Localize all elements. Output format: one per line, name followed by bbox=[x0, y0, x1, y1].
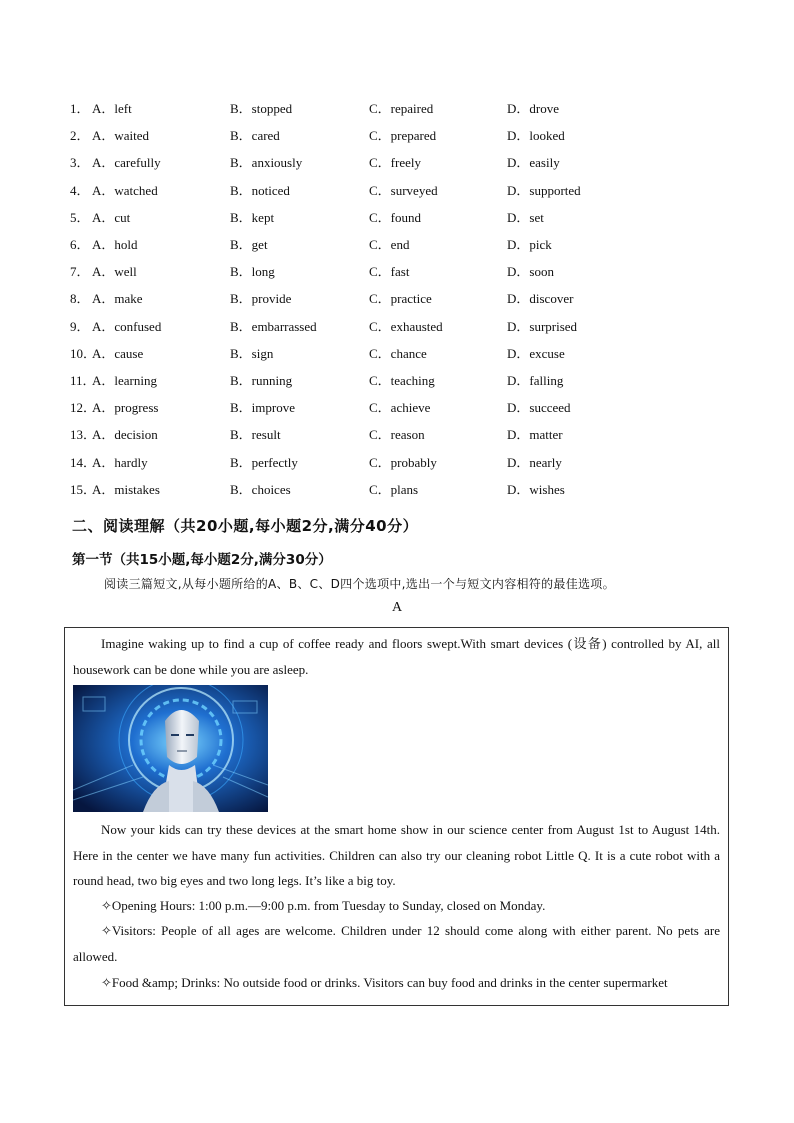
option-b: B．get bbox=[230, 237, 268, 253]
option-c: C．repaired bbox=[369, 101, 434, 117]
question-number: 8． bbox=[70, 291, 90, 307]
question-row bbox=[70, 366, 730, 393]
option-b: B．improve bbox=[230, 400, 295, 416]
option-a: A．well bbox=[92, 264, 137, 280]
option-a: A．mistakes bbox=[92, 481, 160, 497]
option-c: C．practice bbox=[369, 291, 432, 307]
option-b: B．sign bbox=[230, 345, 274, 361]
option-a: A．learning bbox=[92, 372, 157, 388]
option-b: B．noticed bbox=[230, 182, 290, 198]
option-b: B．cared bbox=[230, 128, 280, 144]
option-a: A．make bbox=[92, 291, 143, 307]
option-c: C．end bbox=[369, 237, 410, 253]
question-number: 2． bbox=[70, 128, 90, 144]
option-a: A．watched bbox=[92, 182, 158, 198]
question-number: 14． bbox=[70, 454, 97, 470]
option-a: A．waited bbox=[92, 128, 150, 144]
option-b: B．perfectly bbox=[230, 454, 298, 470]
question-number: 5． bbox=[70, 209, 90, 225]
question-number: 3． bbox=[70, 155, 90, 171]
question-number: 9． bbox=[70, 318, 90, 334]
option-b: B．running bbox=[230, 372, 293, 388]
option-d: D．soon bbox=[507, 264, 554, 280]
visitors-note: ✧Visitors: People of all ages are welcome. Children under 12 should come along with either parent. No pets are allowed. bbox=[73, 923, 720, 964]
option-b: B．kept bbox=[230, 209, 275, 225]
option-b: B．result bbox=[230, 427, 281, 443]
option-a: A．progress bbox=[92, 400, 159, 416]
question-row bbox=[70, 284, 730, 311]
option-c: C．freely bbox=[369, 155, 421, 171]
question-number: 1． bbox=[70, 101, 90, 117]
option-d: D．matter bbox=[507, 427, 563, 443]
option-a: A．confused bbox=[92, 318, 162, 334]
food-drinks-note: ✧Food &amp; Drinks: No outside food or drinks. Visitors can buy food and drinks in the center supermarket bbox=[101, 975, 668, 990]
question-row bbox=[70, 121, 730, 148]
opening-hours-note: ✧Opening Hours: 1:00 p.m.—9:00 p.m. from Tuesday to Sunday, closed on Monday. bbox=[101, 898, 546, 913]
question-row bbox=[70, 94, 730, 121]
option-c: C．exhausted bbox=[369, 318, 443, 334]
option-d: D．pick bbox=[507, 237, 552, 253]
option-d: D．excuse bbox=[507, 345, 565, 361]
option-d: D．surprised bbox=[507, 318, 578, 334]
option-a: A．hold bbox=[92, 237, 138, 253]
option-c: C．fast bbox=[369, 264, 410, 280]
options-list bbox=[70, 94, 730, 502]
option-a: A．cut bbox=[92, 209, 131, 225]
option-a: A．decision bbox=[92, 427, 158, 443]
question-row bbox=[70, 148, 730, 175]
question-row bbox=[70, 339, 730, 366]
option-d: D．falling bbox=[507, 372, 564, 388]
question-number: 7． bbox=[70, 264, 90, 280]
passage-paragraph-2: Now your kids can try these devices at the smart home show in our science center from August 1st to August 14th. Here in the center we have many fun activities. Children can also try our cleaning robot Little Q. It is a cute robot with a round head, two big eyes and two long legs. It’s like a big toy. bbox=[73, 822, 720, 888]
question-number: 13． bbox=[70, 427, 97, 443]
option-b: B．choices bbox=[230, 481, 291, 497]
option-c: C．prepared bbox=[369, 128, 437, 144]
passage-label: A bbox=[391, 600, 403, 615]
question-row bbox=[70, 475, 730, 502]
option-c: C．reason bbox=[369, 427, 425, 443]
option-d: D．easily bbox=[507, 155, 560, 171]
option-d: D．supported bbox=[507, 182, 581, 198]
question-row bbox=[70, 257, 730, 284]
question-number: 6． bbox=[70, 237, 90, 253]
option-c: C．found bbox=[369, 209, 422, 225]
question-row bbox=[70, 447, 730, 474]
option-c: C．surveyed bbox=[369, 182, 438, 198]
option-a: A．cause bbox=[92, 345, 144, 361]
option-b: B．anxiously bbox=[230, 155, 303, 171]
question-row bbox=[70, 312, 730, 339]
option-c: C．achieve bbox=[369, 400, 431, 416]
option-b: B．provide bbox=[230, 291, 292, 307]
question-number: 11． bbox=[70, 372, 96, 388]
option-c: C．teaching bbox=[369, 372, 435, 388]
option-c: C．chance bbox=[369, 345, 427, 361]
question-row bbox=[70, 420, 730, 447]
question-row bbox=[70, 393, 730, 420]
option-c: C．plans bbox=[369, 481, 419, 497]
option-a: A．left bbox=[92, 101, 132, 117]
question-row bbox=[70, 176, 730, 203]
option-d: D．set bbox=[507, 209, 544, 225]
option-d: D．looked bbox=[507, 128, 565, 144]
question-number: 4． bbox=[70, 182, 90, 198]
section-title: 二、阅读理解（共20小题,每小题2分,满分40分） bbox=[72, 517, 419, 535]
section-subtitle: 第一节（共15小题,每小题2分,满分30分） bbox=[72, 552, 332, 568]
question-number: 12． bbox=[70, 400, 97, 416]
option-a: A．hardly bbox=[92, 454, 148, 470]
instruction: 阅读三篇短文,从每小题所给的A、B、C、D四个选项中,选出一个与短文内容相符的最佳选项。 bbox=[104, 577, 615, 591]
option-b: B．stopped bbox=[230, 101, 293, 117]
option-b: B．long bbox=[230, 264, 275, 280]
option-d: D．discover bbox=[507, 291, 574, 307]
ai-robot-image bbox=[73, 685, 268, 812]
option-d: D．wishes bbox=[507, 481, 565, 497]
option-a: A．carefully bbox=[92, 155, 161, 171]
passage-box bbox=[64, 627, 729, 1006]
passage-paragraph-1: Imagine waking up to find a cup of coffee ready and floors swept.With smart devices (设备) controlled by AI, all housework can be done while you are asleep. bbox=[73, 636, 720, 677]
option-c: C．probably bbox=[369, 454, 437, 470]
option-d: D．nearly bbox=[507, 454, 562, 470]
question-row bbox=[70, 230, 730, 257]
question-number: 15． bbox=[70, 481, 97, 497]
option-b: B．embarrassed bbox=[230, 318, 317, 334]
question-number: 10． bbox=[70, 345, 97, 361]
option-d: D．succeed bbox=[507, 400, 571, 416]
question-row bbox=[70, 203, 730, 230]
option-d: D．drove bbox=[507, 101, 559, 117]
